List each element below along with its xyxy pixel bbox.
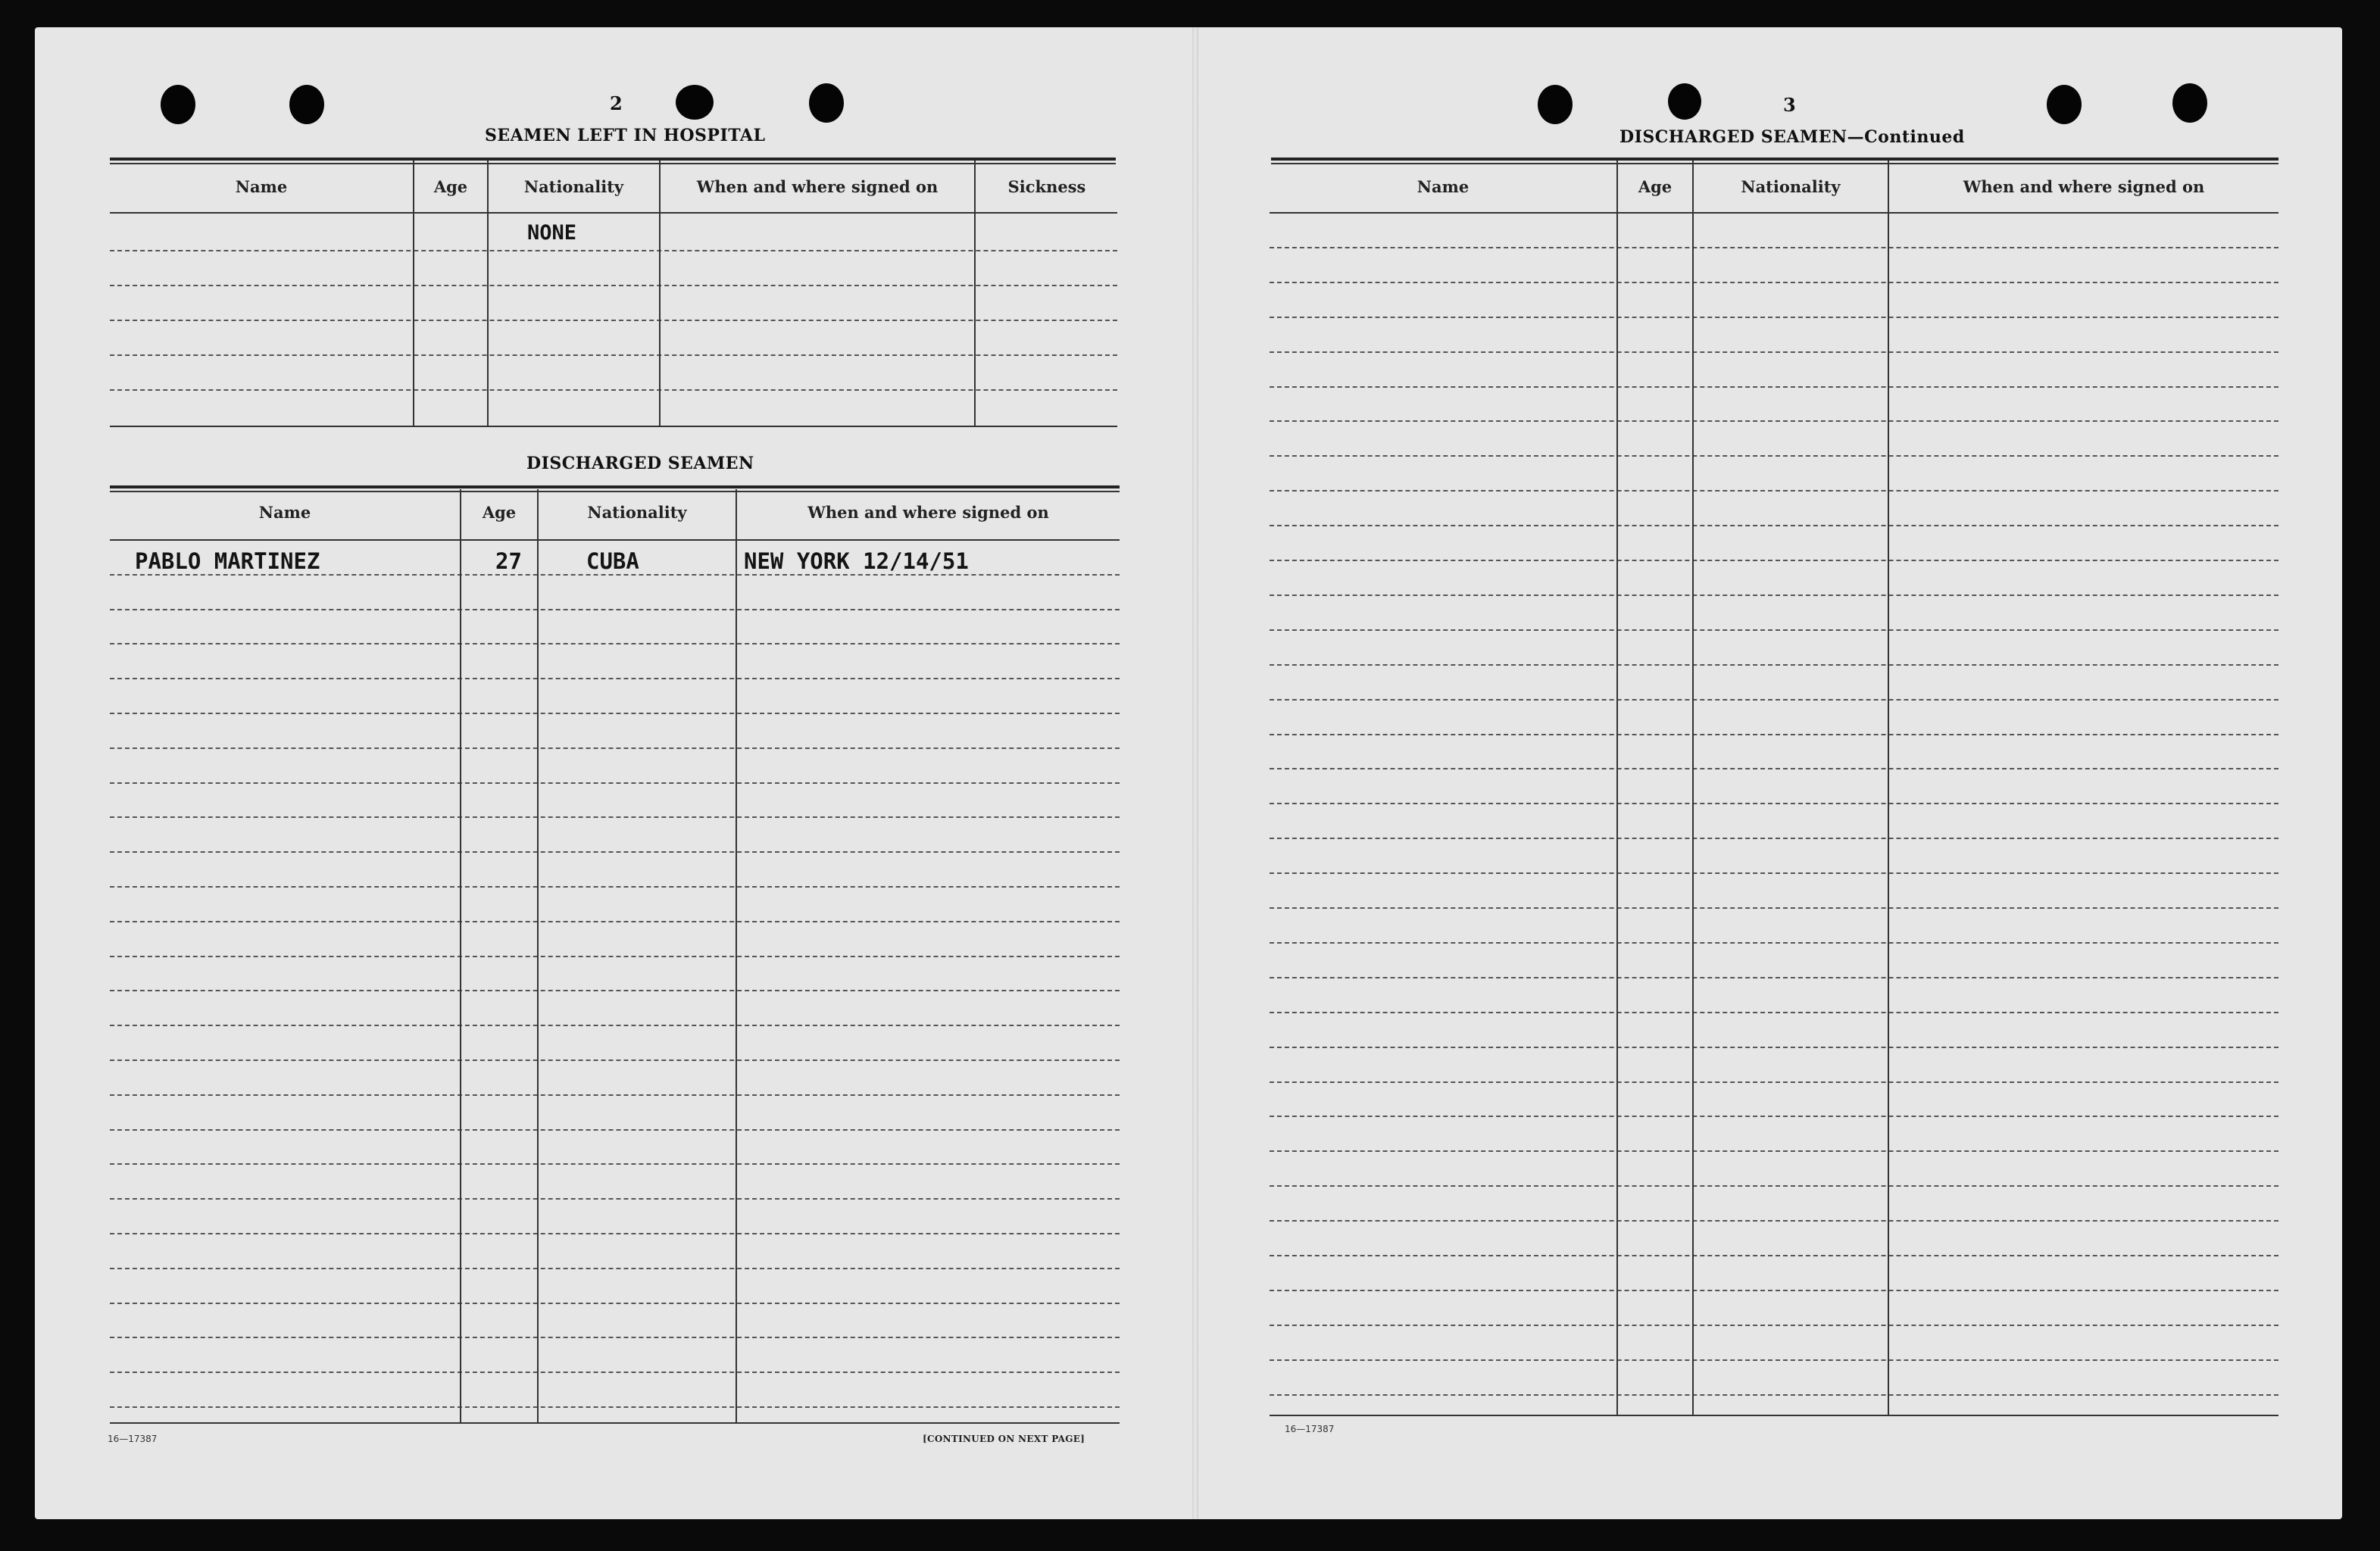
discharged-top-rule-2: [110, 491, 1120, 492]
discharged-row-signed-on: NEW YORK 12/14/51: [744, 548, 969, 574]
ledger-row-line: [1270, 942, 2278, 944]
form-number-right: 16—17387: [1285, 1424, 1335, 1434]
ledger-row-line: [1270, 734, 2278, 735]
hospital-col-age: Age: [433, 177, 468, 196]
hospital-row-line: [110, 250, 1117, 251]
ledger-row-line: [110, 678, 1120, 679]
hospital-row-line: [110, 285, 1117, 286]
right-col-divider: [1888, 161, 1889, 1416]
ledger-row-line: [1270, 803, 2278, 804]
ledger-row-line: [1270, 490, 2278, 492]
ledger-row-line: [1270, 977, 2278, 978]
ledger-row-line: [1270, 699, 2278, 701]
ledger-row-line: [1270, 1012, 2278, 1013]
ledger-row-line: [110, 956, 1120, 957]
ledger-row-line: [110, 886, 1120, 888]
hospital-header-rule: [110, 212, 1117, 214]
ledger-row-line: [110, 990, 1120, 991]
discharged-row-name: PABLO MARTINEZ: [135, 548, 320, 574]
ledger-row-line: [110, 816, 1120, 818]
discharged-col-divider: [460, 489, 461, 1422]
ledger-row-line: [1270, 838, 2278, 839]
hospital-col-signed-on: When and where signed on: [696, 177, 939, 196]
right-col-divider: [1616, 161, 1618, 1416]
right-col-age: Age: [1638, 177, 1673, 196]
ledger-row-line: [1270, 664, 2278, 666]
page-fold: [1192, 27, 1198, 1519]
ledger-row-line: [110, 921, 1120, 922]
hospital-col-name: Name: [235, 177, 288, 196]
ledger-row-line: [1270, 1150, 2278, 1152]
form-number-left: 16—17387: [108, 1434, 158, 1444]
hospital-top-rule: [110, 158, 1116, 161]
punch-hole: [1538, 85, 1573, 124]
hospital-row-line: [110, 354, 1117, 356]
discharged-row-nationality: CUBA: [586, 548, 639, 574]
right-col-signed-on: When and where signed on: [1963, 177, 2205, 196]
ledger-bottom-rule: [110, 1422, 1120, 1424]
ledger-row-line: [110, 1337, 1120, 1338]
hospital-col-divider: [413, 161, 414, 426]
hospital-top-rule-2: [110, 163, 1116, 164]
ledger-row-line: [110, 1025, 1120, 1026]
ledger-row-line: [1270, 1290, 2278, 1291]
page-number-right: 3: [1783, 94, 1796, 116]
hospital-col-sickness: Sickness: [1007, 177, 1086, 196]
right-top-rule-2: [1271, 163, 2278, 164]
punch-hole: [161, 85, 195, 124]
ledger-row-line: [110, 1129, 1120, 1131]
ledger-row-line: [110, 747, 1120, 749]
ledger-row-line: [1270, 560, 2278, 561]
page-number-left: 2: [610, 92, 623, 114]
hospital-row-line: [110, 389, 1117, 391]
right-col-divider: [1692, 161, 1694, 1416]
ledger-bottom-rule: [1270, 1415, 2278, 1416]
hospital-col-divider: [487, 161, 489, 426]
ledger-row-line: [1270, 386, 2278, 388]
hospital-row-line: [110, 320, 1117, 321]
continued-note: [CONTINUED ON NEXT PAGE]: [923, 1434, 1085, 1444]
ledger-row-line: [110, 643, 1120, 644]
ledger-row-line: [110, 713, 1120, 714]
ledger-row-line: [1270, 1255, 2278, 1256]
right-col-nationality: Nationality: [1741, 177, 1841, 196]
punch-hole: [289, 85, 324, 124]
right-top-rule: [1271, 158, 2278, 161]
ledger-row-line: [1270, 768, 2278, 769]
discharged-top-rule: [110, 485, 1120, 488]
ledger-row-line: [1270, 1081, 2278, 1083]
punch-hole: [2047, 85, 2082, 124]
ledger-row-line: [110, 782, 1120, 784]
discharged-col-name: Name: [258, 503, 311, 522]
discharged-col-nationality: Nationality: [587, 503, 687, 522]
ledger-row-line: [110, 1372, 1120, 1373]
ledger-row-line: [110, 1198, 1120, 1200]
right-header-rule: [1270, 212, 2278, 214]
ledger-row-line: [110, 1059, 1120, 1061]
ledger-row-line: [1270, 629, 2278, 631]
hospital-col-divider: [974, 161, 976, 426]
punch-hole: [1668, 83, 1701, 120]
ledger-row-line: [1270, 282, 2278, 283]
ledger-row-line: [1270, 247, 2278, 248]
ledger-row-line: [1270, 420, 2278, 422]
hospital-col-nationality: Nationality: [523, 177, 624, 196]
hospital-bottom-rule: [110, 426, 1117, 427]
ledger-row-line: [110, 1163, 1120, 1165]
ledger-row-line: [1270, 907, 2278, 909]
ledger-row-line: [1270, 1220, 2278, 1222]
ledger-row-line: [110, 1406, 1120, 1408]
ledger-row-line: [1270, 1394, 2278, 1396]
right-section-title: DISCHARGED SEAMEN—Continued: [1619, 127, 1965, 147]
ledger-row-line: [110, 574, 1120, 576]
hospital-col-divider: [659, 161, 661, 426]
ledger-row-line: [110, 1303, 1120, 1304]
ledger-row-line: [1270, 1359, 2278, 1361]
ledger-row-line: [110, 609, 1120, 610]
discharged-col-age: Age: [482, 503, 517, 522]
punch-hole: [676, 85, 714, 120]
right-col-name: Name: [1416, 177, 1470, 196]
discharged-col-signed-on: When and where signed on: [807, 503, 1049, 522]
ledger-row-line: [1270, 1185, 2278, 1187]
ledger-row-line: [1270, 594, 2278, 596]
discharged-row-age: 27: [495, 548, 522, 574]
hospital-section-title: SEAMEN LEFT IN HOSPITAL: [485, 126, 766, 145]
ledger-row-line: [1270, 455, 2278, 457]
ledger-row-line: [1270, 872, 2278, 874]
ledger-row-line: [1270, 525, 2278, 526]
discharged-col-divider: [537, 489, 539, 1422]
ledger-row-line: [110, 1268, 1120, 1269]
ledger-row-line: [1270, 351, 2278, 353]
ledger-row-line: [110, 851, 1120, 853]
ledger-row-line: [1270, 1116, 2278, 1117]
punch-hole: [2172, 83, 2207, 123]
punch-hole: [809, 83, 844, 123]
ledger-row-line: [1270, 317, 2278, 318]
ledger-row-line: [110, 1094, 1120, 1096]
discharged-header-rule: [110, 539, 1120, 541]
ledger-row-line: [110, 1233, 1120, 1234]
hospital-none-entry: NONE: [527, 221, 577, 245]
discharged-col-divider: [736, 489, 737, 1422]
ledger-row-line: [1270, 1047, 2278, 1048]
discharged-section-title: DISCHARGED SEAMEN: [526, 454, 754, 473]
ledger-row-line: [1270, 1325, 2278, 1326]
